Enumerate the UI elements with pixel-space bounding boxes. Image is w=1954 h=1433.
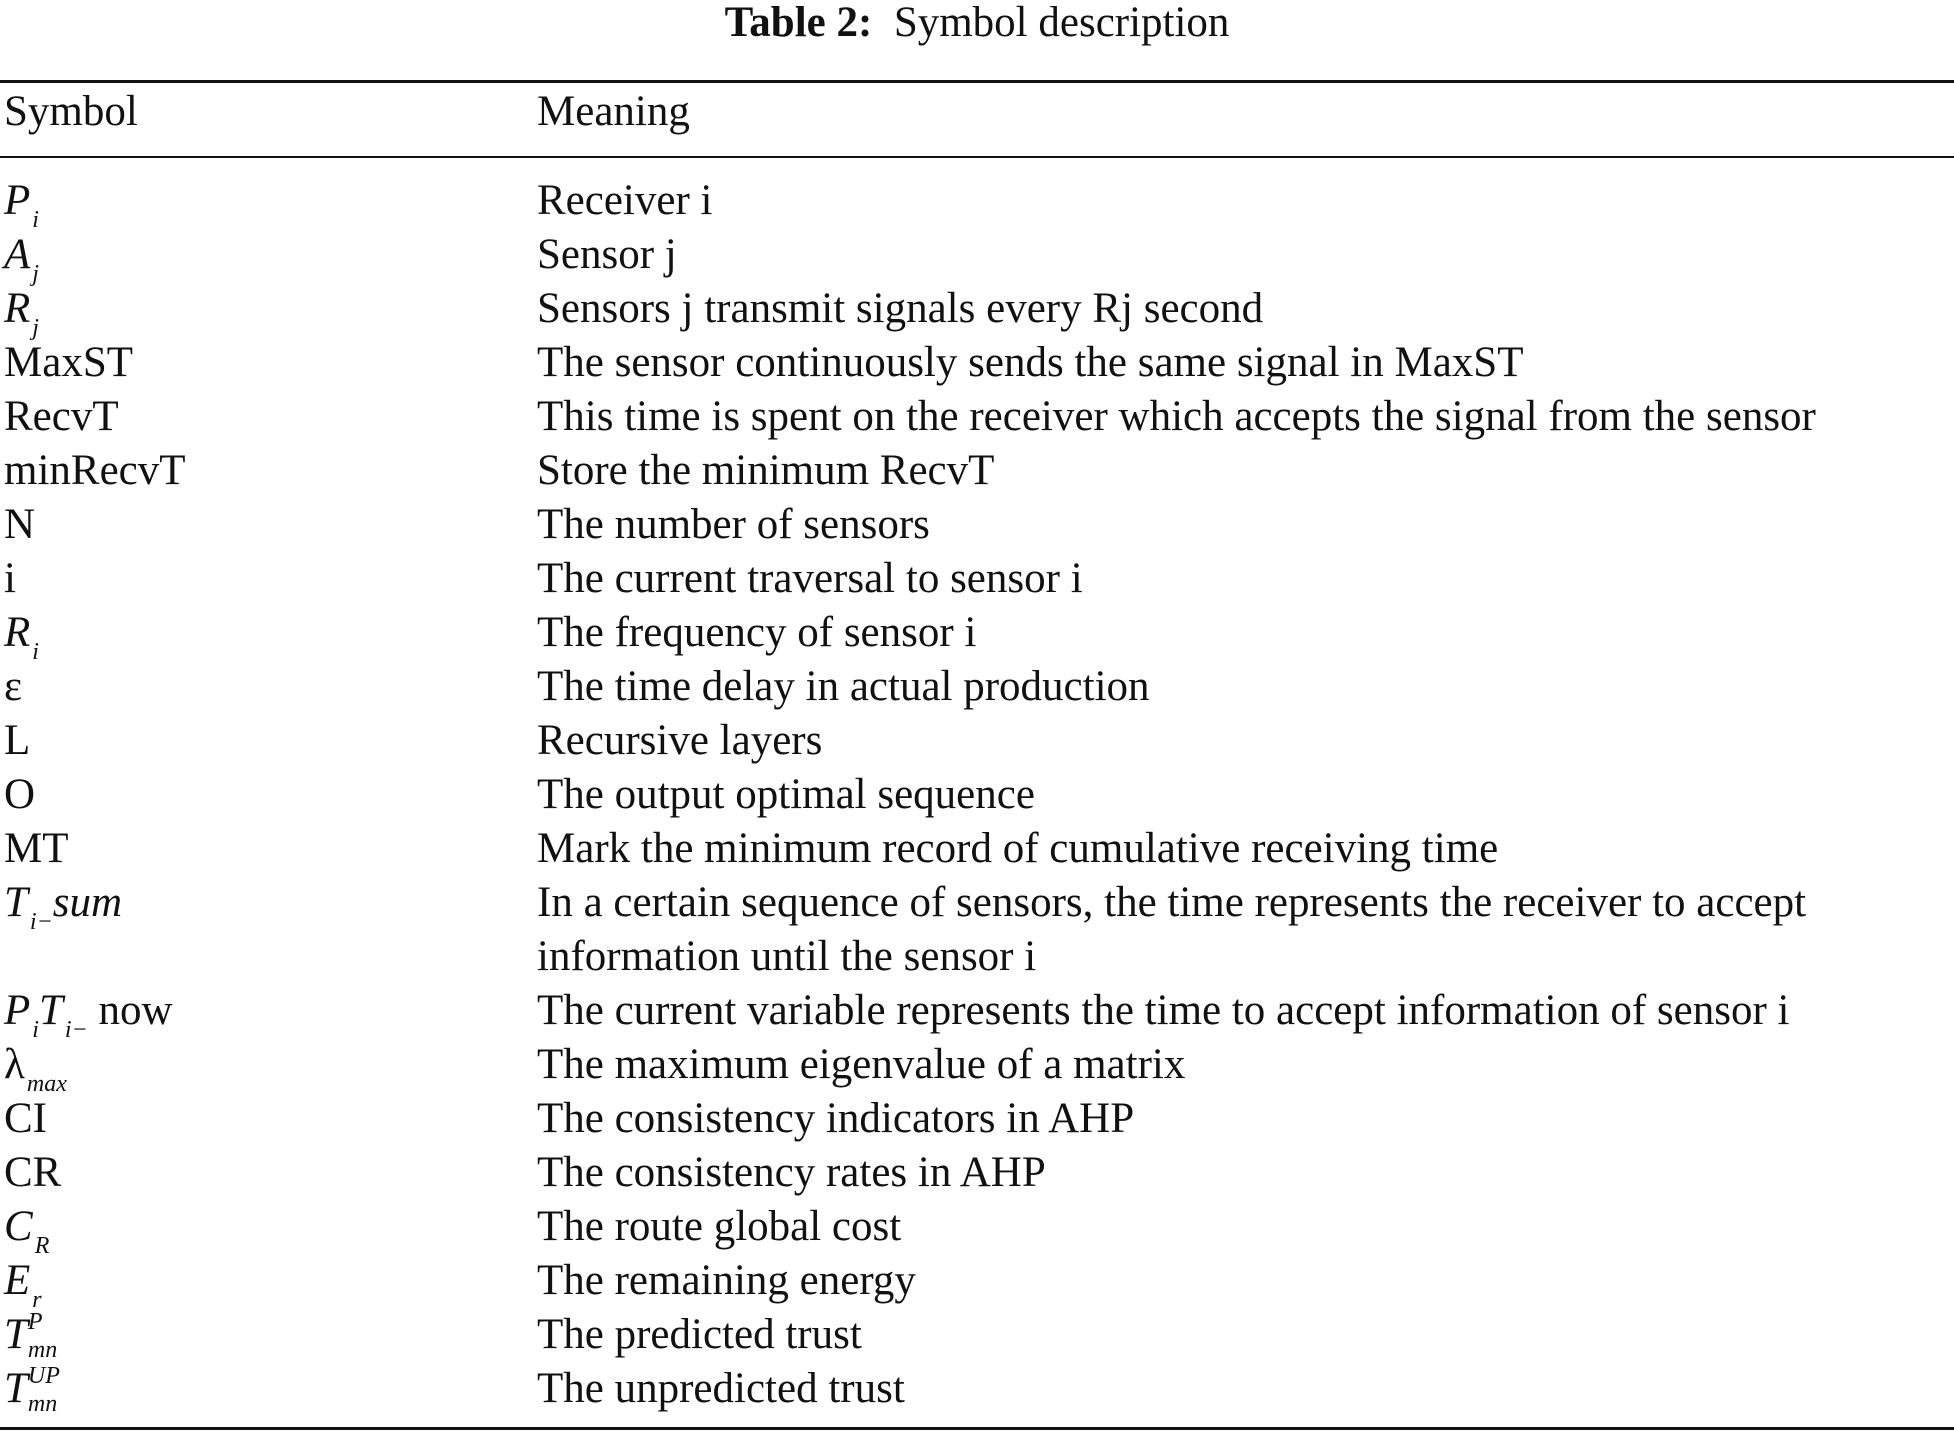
meaning-cell: Receiver i [537,177,713,224]
meaning-cell: Sensor j [537,231,677,278]
symbol-cell: $R_j$ [4,285,39,341]
meaning-cell: The current variable represents the time to accept information of sensor i [537,987,1790,1034]
table-row [0,1038,1954,1097]
table-row [0,660,1954,714]
meaning-cell: The unpredicted trust [537,1365,905,1412]
symbol-cell: T P mn [4,1309,58,1363]
header-rule [0,156,1954,158]
meaning-cell: Store the minimum RecvT [537,447,995,494]
top-rule [0,80,1954,83]
table-row [0,1254,1954,1313]
table-row [0,282,1954,341]
table-title: Symbol description [893,0,1230,46]
meaning-cell: The remaining energy [537,1257,916,1304]
meaning-cell: The consistency indicators in AHP [537,1095,1135,1142]
symbol-cell: $A_j$ [4,231,39,287]
meaning-cell: This time is spent on the receiver which accepts the signal from the sensor [537,393,1816,440]
table-row [0,174,1954,233]
symbol-cell: CI [4,1095,47,1142]
symbol-cell: $P_i$ [4,177,39,233]
meaning-cell: Mark the minimum record of cumulative receiving time [537,825,1499,872]
meaning-cell: The consistency rates in AHP [537,1149,1046,1196]
meaning-cell: The output optimal sequence [537,771,1035,818]
meaning-cell: The route global cost [537,1203,902,1250]
meaning-cell: The sensor continuously sends the same signal in MaxST [537,339,1524,386]
table-label: Table 2: [724,0,873,46]
symbol-cell: MT [4,825,69,872]
symbol-cell: $R_i$ [4,609,39,665]
table-row [0,1308,1954,1362]
table-row [0,444,1954,498]
meaning-cell: Recursive layers [537,717,823,764]
table-row [0,714,1954,768]
bottom-rule [0,1427,1954,1430]
table-row [0,822,1954,876]
symbol-cell: O [4,771,36,818]
table-row [0,1092,1954,1146]
symbol-cell: $\lambda_{max}$ [4,1041,67,1097]
symbol-cell: T UP mn [4,1363,60,1417]
table-row [0,1362,1954,1416]
symbol-cell: $T_{i-}sum$ [4,879,123,935]
symbol-cell: $C_R$ [4,1203,50,1259]
symbol-cell: MaxST [4,339,133,386]
meaning-line: information until the sensor i [537,933,1037,980]
table-body [0,174,1954,1416]
table-row [0,606,1954,665]
symbol-cell: RecvT [4,393,119,440]
table-caption [0,0,1954,46]
header-symbol: Symbol [4,88,138,135]
meaning-cell [537,876,1954,984]
table-row [0,984,1954,1043]
meaning-line: In a certain sequence of sensors, the time represents the receiver to accept [537,879,1807,926]
table-row [0,1200,1954,1259]
symbol-cell: i [4,555,16,602]
symbol-cell: ε [4,663,23,710]
symbol-cell: $E_r$ [4,1257,42,1313]
table-row [0,1146,1954,1200]
meaning-cell: The frequency of sensor i [537,609,977,656]
symbol-cell: N [4,501,36,548]
header-meaning: Meaning [537,88,690,135]
symbol-cell: $P_iT_{i-}$ now [4,987,173,1043]
meaning-cell: The predicted trust [537,1311,862,1358]
symbol-cell: L [4,717,31,764]
table-row [0,876,1954,984]
symbol-cell: CR [4,1149,62,1196]
meaning-cell: The current traversal to sensor i [537,555,1083,602]
table-row [0,228,1954,287]
table-row [0,768,1954,822]
meaning-cell: Sensors j transmit signals every Rj second [537,285,1264,332]
table-row [0,336,1954,390]
table-row [0,390,1954,444]
symbol-cell: minRecvT [4,447,186,494]
meaning-cell: The maximum eigenvalue of a matrix [537,1041,1186,1088]
meaning-cell: The number of sensors [537,501,930,548]
meaning-cell: The time delay in actual production [537,663,1150,710]
table-row [0,552,1954,606]
table-row [0,498,1954,552]
